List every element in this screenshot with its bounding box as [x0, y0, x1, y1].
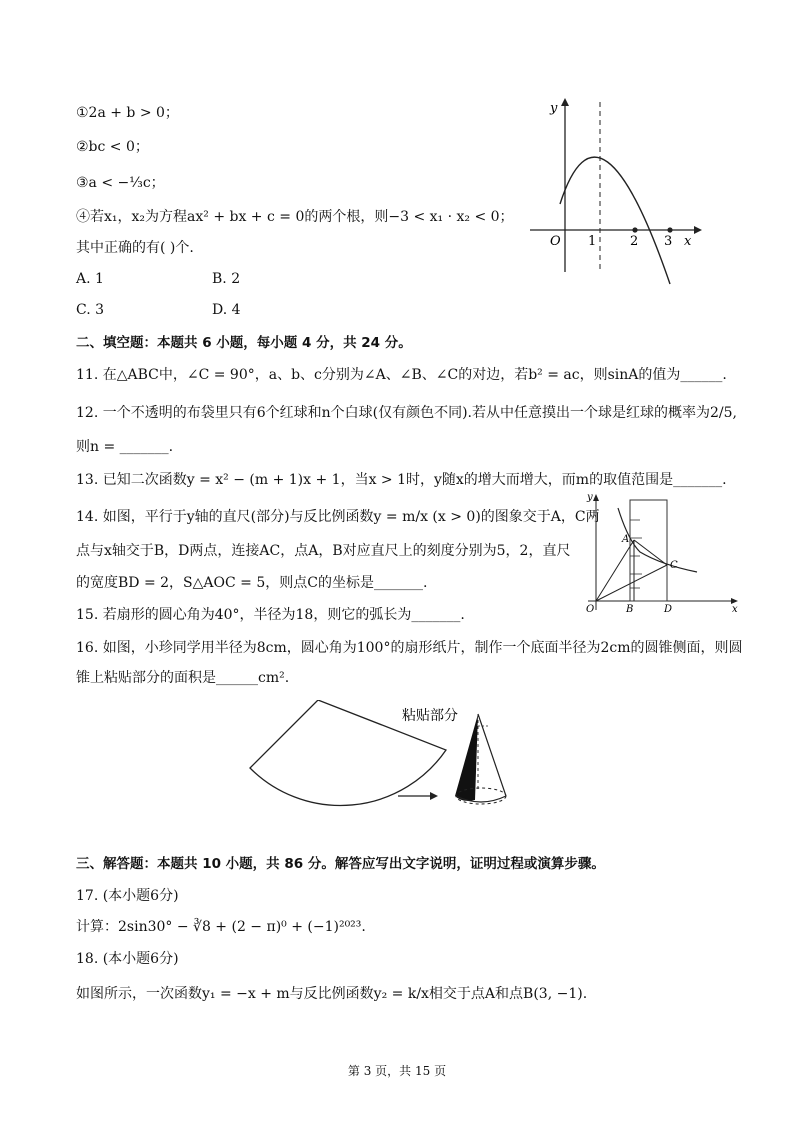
graph2-y-label: y — [587, 492, 593, 503]
question-11: 11. 在△ABC中，∠C = 90°，a、b、c分别为∠A、∠B、∠C的对边，若b² = ac，则sinA的值为______. — [76, 367, 727, 383]
parabola-graph — [520, 92, 710, 292]
question-14-line-3: 的宽度BD = 2，S△AOC = 5，则点C的坐标是_______. — [76, 575, 428, 591]
question-12-line-2: 则n = _______. — [76, 439, 174, 455]
graph2-origin: O — [586, 604, 595, 615]
question-15: 15. 若扇形的圆心角为40°，半径为18，则它的弧长为_______. — [76, 607, 465, 623]
question-13: 13. 已知二次函数y = x² − (m + 1)x + 1，当x > 1时，y随x的增大而增大，而m的取值范围是_______. — [76, 472, 727, 488]
option-a: A. 1 — [76, 271, 104, 287]
question-17-title: 17. (本小题6分) — [76, 888, 179, 904]
graph2-label-c: C — [670, 560, 678, 571]
option-c: C. 3 — [76, 302, 105, 318]
page-footer: 第 3 页，共 15 页 — [347, 1064, 447, 1078]
question-16-line-2: 锥上粘贴部分的面积是______cm². — [76, 670, 290, 686]
graph1-tick-3: 3 — [664, 234, 673, 249]
question-18-body: 如图所示，一次函数y₁ = −x + m与反比例函数y₂ = k/x相交于点A和点B(3, −1). — [76, 986, 588, 1002]
question-18-title: 18. (本小题6分) — [76, 951, 179, 967]
question-12-line-1: 12. 一个不透明的布袋里只有6个红球和n个白球(仅有颜色不同).若从中任意摸出一个球是红球的概率为2/5, — [76, 405, 737, 421]
section-3-title: 三、解答题：本题共 10 小题，共 86 分。解答应写出文字说明，证明过程或演算步骤。 — [76, 856, 605, 872]
graph2-x-label: x — [732, 604, 738, 615]
graph2-label-a: A — [622, 534, 630, 545]
statement-1: ①2a + b > 0； — [76, 105, 179, 121]
graph1-y-label: y — [550, 101, 558, 116]
statement-2: ②bc < 0； — [76, 139, 149, 155]
question-17-body: 计算：2sin30° − ∛8 + (2 − π)⁰ + (−1)²⁰²³. — [76, 919, 366, 935]
option-d: D. 4 — [212, 302, 241, 318]
option-b: B. 2 — [212, 271, 241, 287]
ruler-graph — [582, 490, 742, 615]
graph2-label-b: B — [626, 604, 634, 615]
graph1-tick-1: 1 — [588, 234, 597, 249]
graph2-label-d: D — [664, 604, 673, 615]
paste-part-label: 粘贴部分 — [402, 708, 458, 724]
question-16-line-1: 16. 如图，小珍同学用半径为8cm，圆心角为100°的扇形纸片，制作一个底面半径为2cm的圆锥侧面，则圆 — [76, 640, 743, 656]
statement-4: ④若x₁，x₂为方程ax² + bx + c = 0的两个根，则−3 < x₁ · x₂ < 0； — [76, 209, 514, 225]
graph1-tick-2: 2 — [630, 234, 639, 249]
sector-cone-figure — [240, 700, 530, 820]
question-tail: 其中正确的有( )个. — [76, 240, 194, 256]
question-14-line-1: 14. 如图，平行于y轴的直尺(部分)与反比例函数y = m/x (x > 0)的图象交于A，C两 — [76, 509, 600, 525]
section-2-title: 二、填空题：本题共 6 小题，每小题 4 分，共 24 分。 — [76, 335, 412, 351]
statement-3: ③a < −⅓c； — [76, 175, 165, 191]
graph1-x-label: x — [684, 234, 692, 249]
graph1-origin: O — [550, 234, 561, 249]
question-14-line-2: 点与x轴交于B，D两点，连接AC，点A，B对应直尺上的刻度分别为5，2，直尺 — [76, 543, 571, 559]
